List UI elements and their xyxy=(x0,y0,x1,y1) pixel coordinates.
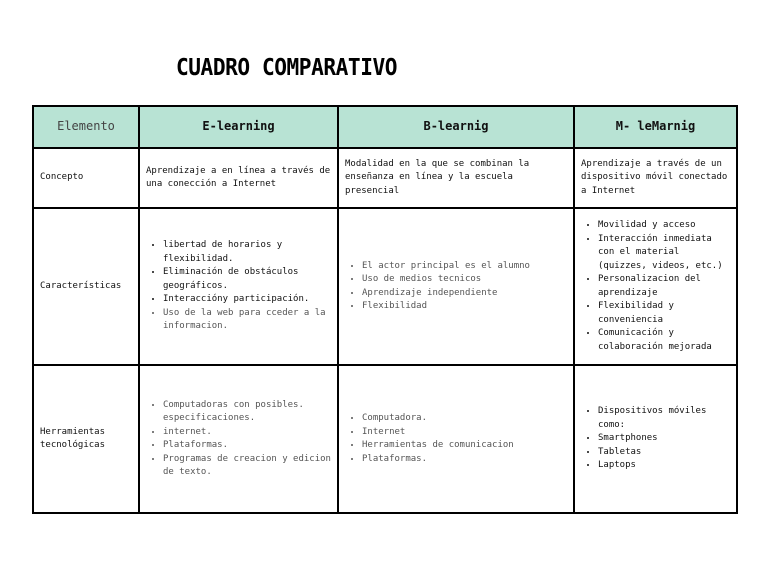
bullet-list xyxy=(146,239,331,334)
list-item: • Dispositivos móviles como: xyxy=(598,405,730,432)
list-item: • Smartphones xyxy=(598,432,730,446)
header-m-learning: M- leMarnig xyxy=(574,106,737,148)
list-item: • Uso de medios tecnicos xyxy=(362,273,567,287)
list-item: • Personalizacion del aprendizaje xyxy=(598,273,730,300)
list-item: • Flexibilidad y conveniencia xyxy=(598,300,730,327)
row-label-herramientas: Herramientas tecnológicas xyxy=(33,365,139,513)
list-item: • Comunicación y colaboración mejorada xyxy=(598,327,730,354)
cell-herramientas-m-learning xyxy=(574,365,737,513)
bullet-list xyxy=(581,405,730,473)
row-label-caracteristicas: Características xyxy=(33,208,139,365)
list-item: • Plataformas. xyxy=(362,453,567,467)
list-item: • El actor principal es el alumno xyxy=(362,260,567,274)
cell-caracteristicas-m-learning xyxy=(574,208,737,365)
header-row xyxy=(33,106,737,148)
cell-caracteristicas-b-learning xyxy=(338,208,574,365)
list-item: • libertad de horarios y flexibilidad. xyxy=(163,239,331,266)
cell-concepto-m-learning: Aprendizaje a través de un dispositivo móvil conectado a Internet xyxy=(574,148,737,208)
cell-concepto-b-learning: Modalidad en la que se combinan la enseñanza en línea y la escuela presencial xyxy=(338,148,574,208)
list-item: • Interacción inmediata con el material (quizzes, videos, etc.) xyxy=(598,233,730,274)
cell-herramientas-b-learning xyxy=(338,365,574,513)
cell-caracteristicas-e-learning xyxy=(139,208,338,365)
list-item: • Computadora. xyxy=(362,412,567,426)
header-e-learning: E-learning xyxy=(139,106,338,148)
cell-herramientas-e-learning xyxy=(139,365,338,513)
comparison-table xyxy=(32,105,738,514)
page-title: CUADRO COMPARATIVO xyxy=(176,55,398,81)
list-item: • Computadoras con posibles. especificaciones. xyxy=(163,399,331,426)
list-item: • Interaccióny participación. xyxy=(163,293,331,307)
list-item: • Flexibilidad xyxy=(362,300,567,314)
list-item: • Tabletas xyxy=(598,446,730,460)
cell-concepto-e-learning: Aprendizaje a en línea a través de una conección a Internet xyxy=(139,148,338,208)
list-item: • Eliminación de obstáculos geográficos. xyxy=(163,266,331,293)
table-row-concepto xyxy=(33,148,737,208)
list-item: • Movilidad y acceso xyxy=(598,219,730,233)
bullet-list xyxy=(146,399,331,480)
list-item: • Herramientas de comunicacion xyxy=(362,439,567,453)
header-b-learning: B-learnig xyxy=(338,106,574,148)
header-elemento: Elemento xyxy=(33,106,139,148)
bullet-list xyxy=(345,412,567,466)
table-row-herramientas xyxy=(33,365,737,513)
table-row-caracteristicas xyxy=(33,208,737,365)
list-item: • Internet xyxy=(362,426,567,440)
row-label-concepto: Concepto xyxy=(33,148,139,208)
list-item: • Uso de la web para cceder a la informacion. xyxy=(163,307,331,334)
bullet-list xyxy=(581,219,730,354)
list-item: • Laptops xyxy=(598,459,730,473)
list-item: • internet. xyxy=(163,426,331,440)
list-item: • Plataformas. xyxy=(163,439,331,453)
list-item: • Aprendizaje independiente xyxy=(362,287,567,301)
bullet-list xyxy=(345,260,567,314)
list-item: • Programas de creacion y edicion de texto. xyxy=(163,453,331,480)
